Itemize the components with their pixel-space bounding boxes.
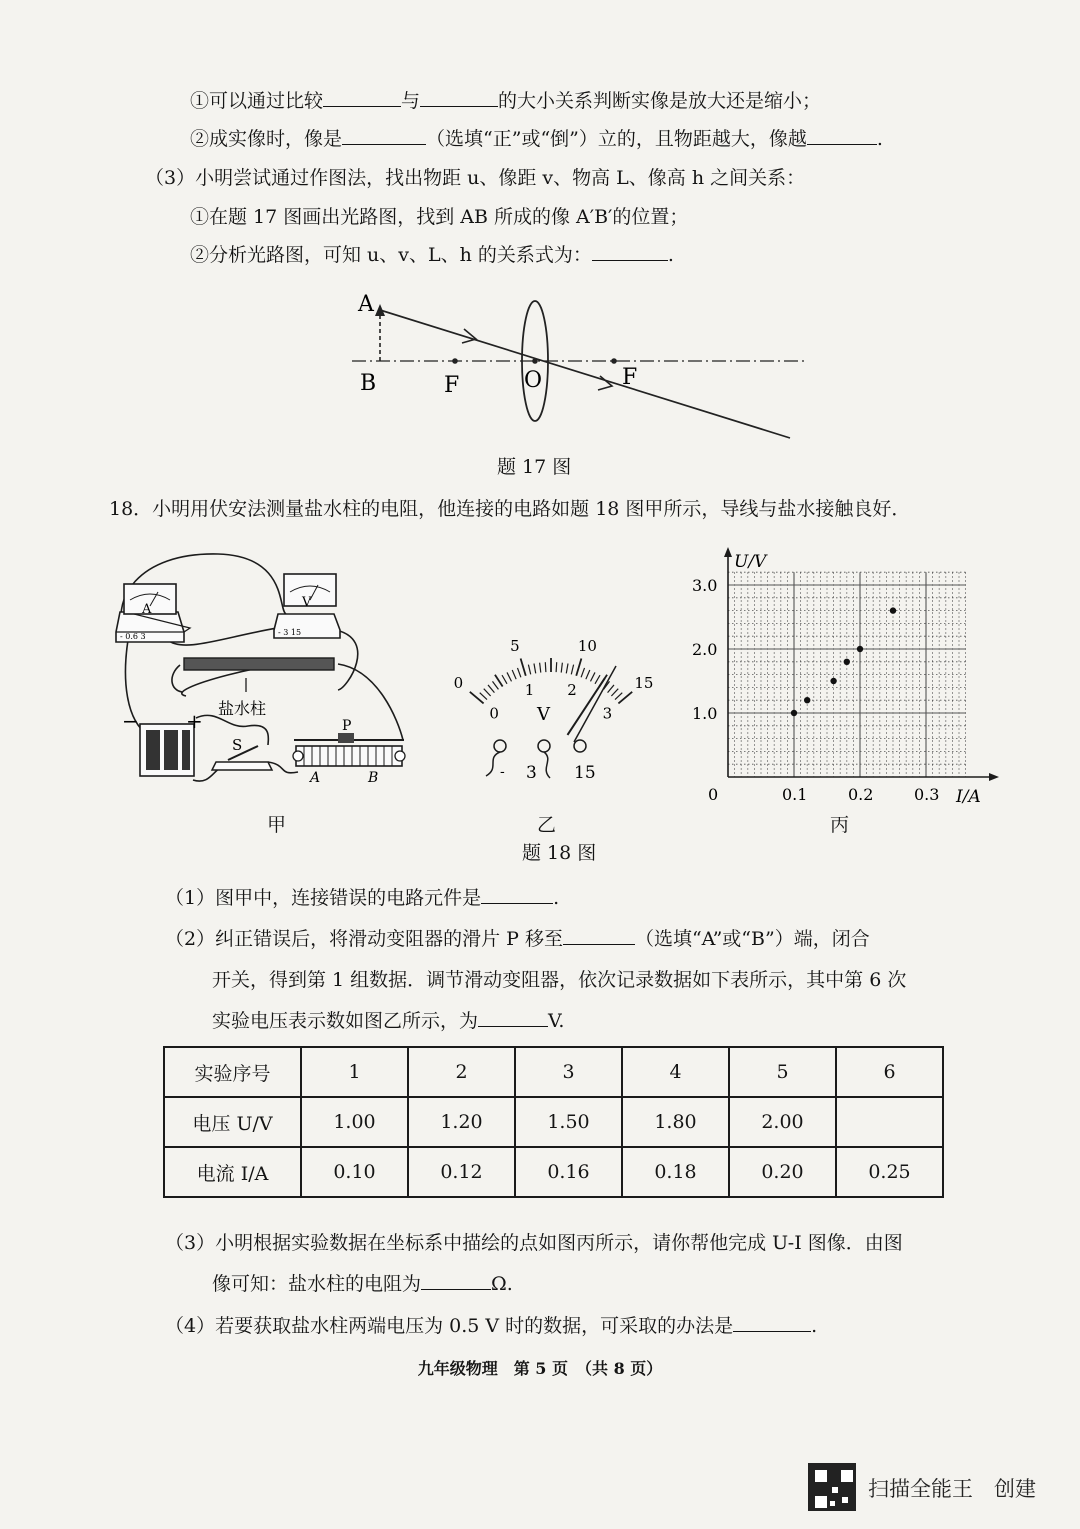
label-b: B	[360, 371, 377, 396]
q18-intro: 18．小明用伏安法测量盐水柱的电阻，他连接的电路如题 18 图甲所示，导线与盐水接触良好．	[109, 498, 911, 520]
x-tick-label: 0.1	[782, 785, 808, 804]
chart-axes	[724, 547, 999, 781]
label-f-right: F	[622, 365, 638, 390]
optical-center-dot	[532, 358, 538, 364]
dial-tick	[528, 665, 530, 675]
fig18-voltmeter-dial-yi	[420, 610, 682, 790]
dial-tick	[561, 663, 562, 673]
wire	[172, 665, 182, 692]
table-row: 电流 I/A 0.10 0.12 0.16 0.18 0.20 0.25	[164, 1147, 943, 1197]
svg-text:- 3 15: - 3 15	[278, 628, 302, 637]
dial-tick	[608, 685, 614, 693]
dial-tick	[521, 658, 526, 675]
wire	[268, 762, 298, 773]
label-o: O	[524, 368, 543, 393]
fig-yi-caption: 乙	[537, 814, 557, 836]
data-point	[791, 710, 797, 716]
x-tick-label: 0.3	[914, 785, 940, 804]
table-row: 实验序号 1 2 3 4 5 6	[164, 1047, 943, 1097]
dial-tick	[507, 672, 511, 681]
rheostat	[293, 733, 405, 766]
light-ray	[380, 310, 790, 438]
data-point	[857, 646, 863, 652]
q17-line2: ②成实像时，像是 （选填“正”或“倒”）立的，且物距越大，像越 .	[190, 128, 883, 150]
y-axis-arrow	[724, 547, 732, 557]
experiment-data-table	[163, 1046, 944, 1198]
dial-tick	[595, 675, 600, 684]
answer-blank[interactable]	[421, 1271, 491, 1290]
dial-tick	[571, 665, 573, 675]
terminal-label-minus: -	[500, 764, 505, 780]
fig18-ui-chart-bing	[690, 545, 1010, 807]
ammeter	[116, 584, 190, 642]
dial-tick	[540, 663, 541, 673]
q18-part4: （4）若要获取盐水柱两端电压为 0.5 V 时的数据，可采取的办法是 .	[165, 1315, 818, 1337]
answer-blank[interactable]	[323, 88, 401, 107]
label-a: A	[358, 292, 374, 317]
q18-part2-line1: （2）纠正错误后，将滑动变阻器的滑片 P 移至 （选填“A”或“B”）端，闭合	[165, 928, 870, 950]
wire	[336, 630, 358, 690]
q18-part2-line2: 开关，得到第 1 组数据．调节滑动变阻器，依次记录数据如下表所示，其中第 6 次	[212, 969, 907, 991]
dial-outer-label: 15	[634, 674, 654, 693]
q17-line4: ①在题 17 图画出光路图，找到 AB 所成的像 A′B′的位置；	[190, 206, 689, 228]
rheostat-end-b: B	[368, 770, 379, 786]
qr-code-icon	[808, 1463, 856, 1511]
svg-text:A: A	[142, 602, 152, 617]
dial-tick	[470, 692, 484, 704]
chart-grid	[728, 572, 966, 777]
answer-blank[interactable]	[592, 242, 668, 261]
fig17-caption: 题 17 图	[497, 456, 572, 478]
wire	[486, 752, 500, 776]
dial-tick	[484, 689, 491, 696]
focus-left-dot	[452, 358, 458, 364]
battery-plus: +	[186, 709, 203, 733]
answer-blank[interactable]	[563, 926, 635, 945]
data-point	[830, 678, 836, 684]
dial-inner-scale	[489, 681, 612, 722]
q18-part1: （1）图甲中，连接错误的电路元件是 .	[165, 887, 560, 909]
table-row: 电压 U/V 1.00 1.20 1.50 1.80 2.00	[164, 1097, 943, 1147]
dial-inner-label: 2	[567, 681, 577, 700]
dial-tick	[534, 663, 536, 673]
saltwater-column	[184, 658, 334, 670]
dial-outer-label: 10	[577, 636, 597, 655]
dial-inner-label: 0	[489, 704, 499, 723]
x-tick-label: 0.2	[848, 785, 874, 804]
answer-blank[interactable]	[342, 126, 426, 145]
svg-text:- 0.6 3: - 0.6 3	[120, 632, 146, 641]
fig18-caption: 题 18 图	[522, 842, 597, 864]
answer-blank[interactable]	[807, 126, 877, 145]
chart-y-label: U/V	[734, 552, 767, 572]
voltmeter	[274, 574, 340, 638]
dial-tick	[586, 670, 590, 679]
focus-right-dot	[611, 358, 617, 364]
scanner-watermark	[808, 1463, 1058, 1511]
dial-tick	[590, 672, 594, 681]
dial-tick	[615, 693, 622, 700]
dial-unit: V	[537, 704, 550, 725]
data-point	[890, 607, 896, 613]
dial-tick	[512, 670, 516, 679]
fig18-circuit-jia	[98, 540, 428, 800]
dial-tick	[488, 685, 494, 693]
dial-tick	[611, 689, 618, 696]
terminal-minus	[494, 740, 506, 752]
q18-part3-line2: 像可知：盐水柱的电阻为 Ω.	[212, 1273, 513, 1295]
terminal-3	[538, 740, 550, 752]
q18-part2-line3: 实验电压表示数如图乙所示，为 V.	[212, 1010, 565, 1032]
fig-bing-caption: 丙	[830, 814, 850, 836]
dial-tick	[495, 675, 503, 687]
fig17-lens-diagram	[340, 280, 820, 470]
saltwater-label: 盐水柱	[218, 699, 267, 718]
q17-part3: （3）小明尝试通过作图法，找出物距 u、像距 v、物高 L、像高 h 之间关系：	[145, 167, 806, 189]
dial-tick	[545, 662, 546, 672]
answer-blank[interactable]	[481, 885, 553, 904]
y-tick-label: 2.0	[692, 640, 718, 659]
wire	[544, 752, 550, 778]
dial-outer-scale	[454, 637, 654, 692]
dial-tick	[492, 681, 498, 689]
dial-inner-label: 1	[524, 681, 535, 700]
dial-tick	[517, 668, 520, 677]
dial-tick	[502, 675, 507, 684]
terminal-label-15: 15	[574, 763, 596, 783]
dial-tick	[581, 668, 584, 677]
q18-part3-line1: （3）小明根据实验数据在坐标系中描绘的点如图丙所示，请你帮他完成 U-I 图像．由图	[165, 1232, 903, 1254]
terminal-label-3: 3	[526, 763, 537, 783]
rheostat-end-a: A	[310, 770, 321, 786]
label-f-left: F	[444, 373, 460, 398]
dial-tick	[566, 663, 568, 673]
chart-x-label: I/A	[956, 787, 981, 807]
data-point	[844, 659, 850, 665]
terminal-15	[574, 740, 586, 752]
y-tick-label: 1.0	[692, 704, 718, 723]
slider-label: P	[342, 718, 352, 734]
dial-outer-label: 0	[453, 674, 464, 693]
page-footer: 九年级物理 第 5 页 （共 8 页）	[417, 1359, 663, 1378]
fig-jia-caption: 甲	[267, 814, 287, 836]
q17-line5: ②分析光路图，可知 u、v、L、h 的关系式为： .	[190, 244, 674, 266]
switch-label: S	[232, 736, 243, 754]
dial-tick	[576, 658, 581, 675]
dial-inner-label: 3	[602, 704, 613, 723]
dial-outer-label: 5	[510, 636, 520, 655]
x-axis-arrow	[989, 773, 999, 781]
data-point	[804, 697, 810, 703]
dial-tick	[618, 692, 632, 704]
answer-blank[interactable]	[478, 1008, 548, 1027]
answer-blank[interactable]	[420, 88, 498, 107]
q17-line1: ①可以通过比较 与 的大小关系判断实像是放大还是缩小；	[190, 90, 822, 112]
chart-origin-label: 0	[708, 785, 719, 804]
dial-tick	[556, 662, 557, 672]
battery-minus: −	[122, 709, 139, 733]
svg-text:V: V	[302, 595, 312, 610]
dial-tick	[480, 693, 487, 700]
answer-blank[interactable]	[733, 1313, 811, 1332]
watermark-text: 扫描全能王 创建	[868, 1477, 1036, 1501]
y-tick-label: 3.0	[692, 576, 718, 595]
